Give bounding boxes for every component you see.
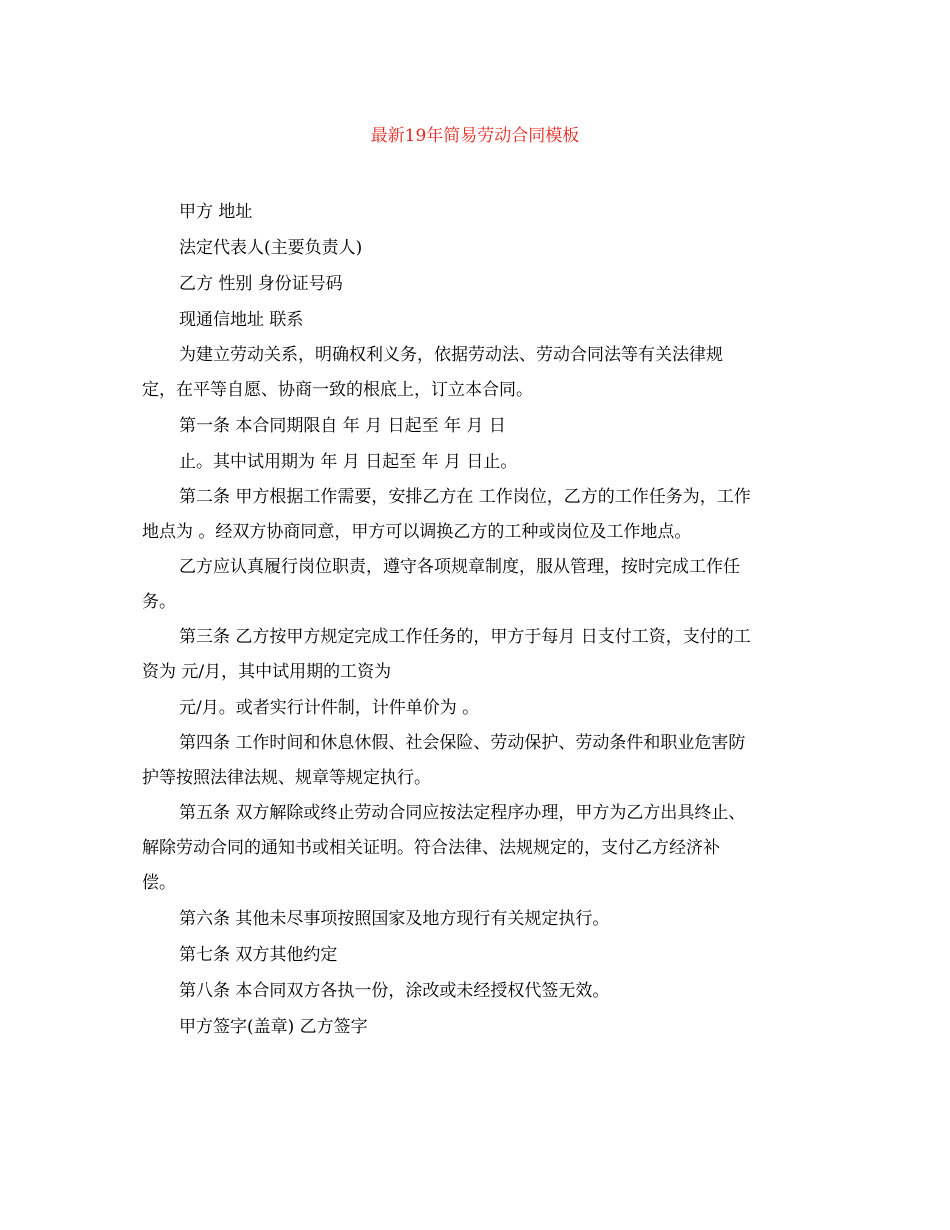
clause-party-b-info: 乙方 性别 身份证号码	[179, 274, 343, 294]
clause-article-3: 第三条 乙方按甲方规定完成工作任务的，甲方于每月 日支付工资，支付的工 资为 元/月，其中试用期的工资为	[142, 627, 751, 682]
clause-article-2-duties: 乙方应认真履行岗位职责，遵守各项规章制度，服从管理，按时完成工作任 务。	[142, 557, 740, 612]
clause-article-1-probation: 止。其中试用期为 年 月 日起至 年 月 日止。	[179, 452, 518, 472]
clause-article-2: 第二条 甲方根据工作需要，安排乙方在 工作岗位，乙方的工作任务为，工作 地点为 。经双方协商同意，甲方可以调换乙方的工种或岗位及工作地点。	[142, 487, 751, 542]
signature-line: 甲方签字(盖章) 乙方签字	[179, 1017, 368, 1037]
document-body	[142, 194, 814, 1045]
clause-article-5: 第五条 双方解除或终止劳动合同应按法定程序办理，甲方为乙方出具终止、 解除劳动合同的通知书或相关证明。符合法律、法规规定的，支付乙方经济补 偿。	[142, 803, 746, 893]
clause-article-7: 第七条 双方其他约定	[179, 945, 338, 965]
document-title: 最新19年简易劳动合同模板	[370, 126, 580, 146]
clause-article-6: 第六条 其他未尽事项按照国家及地方现行有关规定执行。	[179, 909, 610, 929]
clause-article-3-piecework: 元/月。或者实行计件制，计件单价为 。	[179, 698, 480, 718]
clause-party-a-address: 甲方 地址	[179, 202, 253, 222]
clause-article-4: 第四条 工作时间和休息休假、社会保险、劳动保护、劳动条件和职业危害防 护等按照法律法规、规章等规定执行。	[142, 733, 746, 788]
clause-article-8: 第八条 本合同双方各执一份，涂改或未经授权代签无效。	[179, 981, 610, 1001]
clause-legal-representative: 法定代表人(主要负责人)	[179, 238, 363, 258]
clause-article-1: 第一条 本合同期限自 年 月 日起至 年 月 日	[179, 416, 506, 436]
clause-contact-address: 现通信地址 联系	[179, 310, 304, 330]
clause-preamble: 为建立劳动关系，明确权利义务，依据劳动法、劳动合同法等有关法律规 定，在平等自愿、协商一致的根底上，订立本合同。	[142, 345, 723, 400]
